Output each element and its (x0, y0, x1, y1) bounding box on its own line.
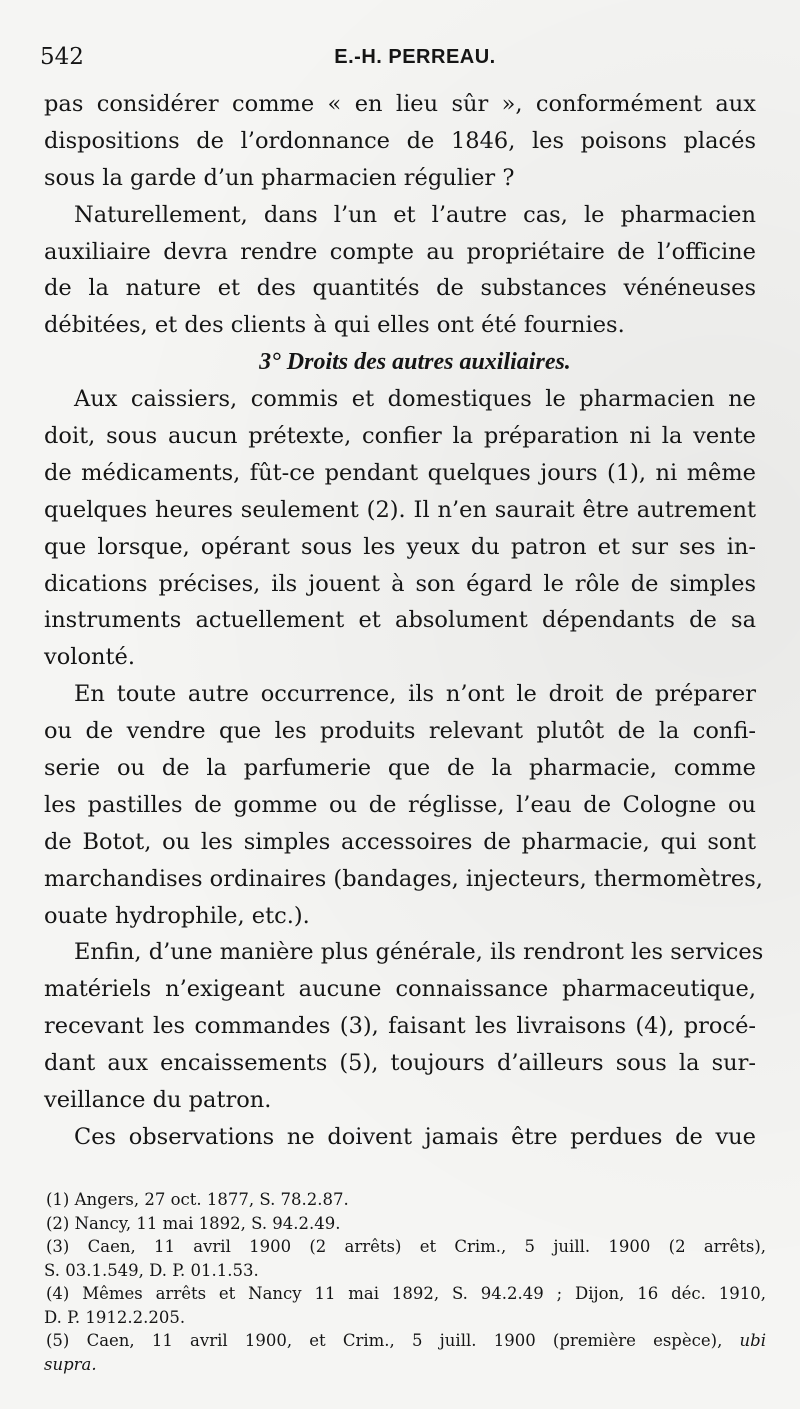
footnote-5-text: (5) Caen, 11 avril 1900, et Crim., 5 juill. 1900 (première espèce), (46, 1331, 723, 1350)
text-line: sous la garde d’un pharmacien régulier ? (44, 164, 515, 191)
text-line: Aux caissiers, commis et domestiques le pharmacien ne (74, 386, 756, 413)
footnote-4-continuation: D. P. 1912.2.205. (44, 1307, 186, 1327)
paragraph (44, 1119, 756, 1156)
text-line: instruments actuellement et absolument dépendants de sa (44, 607, 756, 634)
section-heading: 3° Droits des autres auxiliaires. (259, 349, 571, 376)
text-line: Ces observations ne doivent jamais être perdues de vue (74, 1123, 756, 1150)
text-line: les pastilles de gomme ou de réglisse, l’eau de Cologne ou (44, 791, 756, 818)
text-line: ou de vendre que les produits relevant plutôt de la confi- (44, 718, 756, 745)
text-line: de médicaments, fût-ce pendant quelques jours (1), ni même (44, 459, 756, 486)
text-line: doit, sous aucun prétexte, confier la préparation ni la vente (44, 423, 756, 450)
body-text (44, 86, 764, 1156)
text-line: quelques heures seulement (2). Il n’en saurait être autrement (44, 496, 756, 523)
text-line: pas considérer comme « en lieu sûr », conformément aux (44, 91, 756, 117)
footnote-3-continuation: S. 03.1.549, D. P. 01.1.53. (44, 1260, 259, 1280)
page-number: 542 (40, 44, 84, 70)
text-line: débitées, et des clients à qui elles ont été fournies. (44, 312, 625, 339)
footnotes (44, 1188, 766, 1376)
footnote-5-italic: ubi (739, 1331, 766, 1350)
footnote-2: (2) Nancy, 11 mai 1892, S. 94.2.49. (46, 1213, 341, 1233)
footnote-5 (44, 1329, 766, 1353)
text-line: volonté. (44, 644, 135, 671)
text-line: marchandises ordinaires (bandages, injecteurs, thermomètres, (44, 865, 763, 892)
text-line: En toute autre occurrence, ils n’ont le droit de préparer (74, 681, 756, 708)
text-line: matériels n’exigeant aucune connaissance pharmaceutique, (44, 976, 756, 1003)
text-line: ouate hydrophile, etc.). (44, 902, 310, 929)
footnote-4: (4) Mêmes arrêts et Nancy 11 mai 1892, S. 94.2.49 ; Dijon, 16 déc. 1910, (46, 1284, 766, 1303)
text-line: Naturellement, dans l’un et l’autre cas, le pharmacien (74, 201, 756, 228)
footnote-5-continuation (44, 1353, 766, 1377)
footnote-5-italic-continuation: supra. (44, 1354, 97, 1374)
text-line: serie ou de la parfumerie que de la pharmacie, comme (44, 755, 756, 782)
text-line: Enfin, d’une manière plus générale, ils rendront les services (74, 939, 764, 966)
paragraph (44, 197, 756, 345)
text-line: auxiliaire devra rendre compte au propriétaire de l’officine (44, 238, 756, 265)
text-line: dispositions de l’ordonnance de 1846, les poisons placés (44, 127, 756, 154)
running-head: E.-H. PERREAU. (334, 46, 496, 68)
paragraph (44, 676, 763, 934)
text-line: veillance du patron. (44, 1087, 272, 1114)
page-header (40, 44, 760, 74)
text-line: dications précises, ils jouent à son égard le rôle de simples (44, 570, 756, 597)
paragraph (44, 934, 764, 1118)
footnote-1: (1) Angers, 27 oct. 1877, S. 78.2.87. (46, 1190, 349, 1209)
paragraph (44, 86, 756, 197)
paragraph (44, 381, 756, 676)
text-line: que lorsque, opérant sous les yeux du patron et sur ses in- (44, 533, 756, 560)
text-line: de la nature et des quantités de substances vénéneuses (44, 275, 756, 302)
text-line: recevant les commandes (3), faisant les livraisons (4), procé- (44, 1013, 756, 1040)
text-line: de Botot, ou les simples accessoires de pharmacie, qui sont (44, 828, 756, 855)
footnote-3: (3) Caen, 11 avril 1900 (2 arrêts) et Crim., 5 juill. 1900 (2 arrêts), (46, 1237, 766, 1256)
text-line: dant aux encaissements (5), toujours d’ailleurs sous la sur- (44, 1050, 756, 1077)
